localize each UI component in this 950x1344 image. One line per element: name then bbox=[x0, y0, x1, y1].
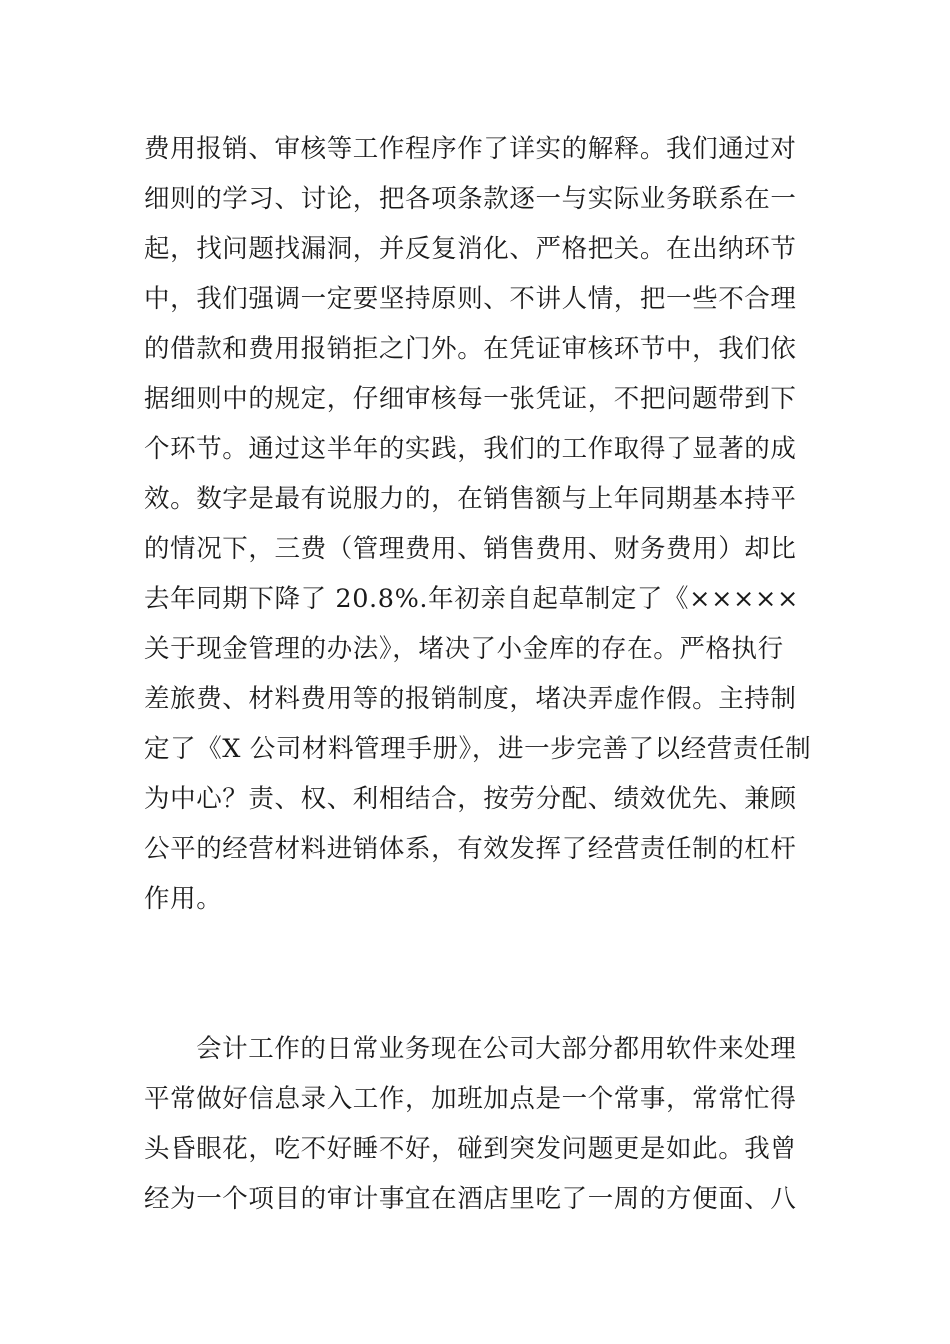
text-line: 去年同期下降了 20.8%.年初亲自起草制定了《××××× bbox=[144, 584, 799, 614]
text-line: 作用。 bbox=[144, 884, 223, 914]
text-line: 关于现金管理的办法》，堵决了小金库的存在。严格执行 bbox=[144, 634, 784, 664]
text-line: 中，我们强调一定要坚持原则、不讲人情，把一些不合理 bbox=[144, 284, 797, 314]
text-line: 差旅费、材料费用等的报销制度，堵决弄虚作假。主持制 bbox=[144, 684, 797, 714]
text-line: 个环节。通过这半年的实践，我们的工作取得了显著的成 bbox=[144, 434, 797, 464]
text-line: 的情况下，三费（管理费用、销售费用、财务费用）却比 bbox=[144, 534, 797, 564]
text-line: 起，找问题找漏洞，并反复消化、严格把关。在出纳环节 bbox=[144, 234, 797, 264]
text-line: 公平的经营材料进销体系，有效发挥了经营责任制的杠杆 bbox=[144, 834, 797, 864]
text-line: 头昏眼花，吃不好睡不好，碰到突发问题更是如此。我曾 bbox=[144, 1134, 797, 1164]
text-line: 经为一个项目的审计事宜在酒店里吃了一周的方便面、八 bbox=[144, 1184, 797, 1214]
text-line: 会计工作的日常业务现在公司大部分都用软件来处理 bbox=[196, 1034, 797, 1064]
text-line: 效。数字是最有说服力的，在销售额与上年同期基本持平 bbox=[144, 484, 797, 514]
text-line: 细则的学习、讨论，把各项条款逐一与实际业务联系在一 bbox=[144, 184, 797, 214]
text-line: 定了《X 公司材料管理手册》，进一步完善了以经营责任制 bbox=[144, 734, 812, 764]
text-line: 平常做好信息录入工作，加班加点是一个常事，常常忙得 bbox=[144, 1084, 797, 1114]
text-line: 费用报销、审核等工作程序作了详实的解释。我们通过对 bbox=[144, 134, 797, 164]
text-line: 据细则中的规定，仔细审核每一张凭证，不把问题带到下 bbox=[144, 384, 797, 414]
text-line: 为中心？责、权、利相结合，按劳分配、绩效优先、兼顾 bbox=[144, 784, 797, 814]
text-line: 的借款和费用报销拒之门外。在凭证审核环节中，我们依 bbox=[144, 334, 797, 364]
